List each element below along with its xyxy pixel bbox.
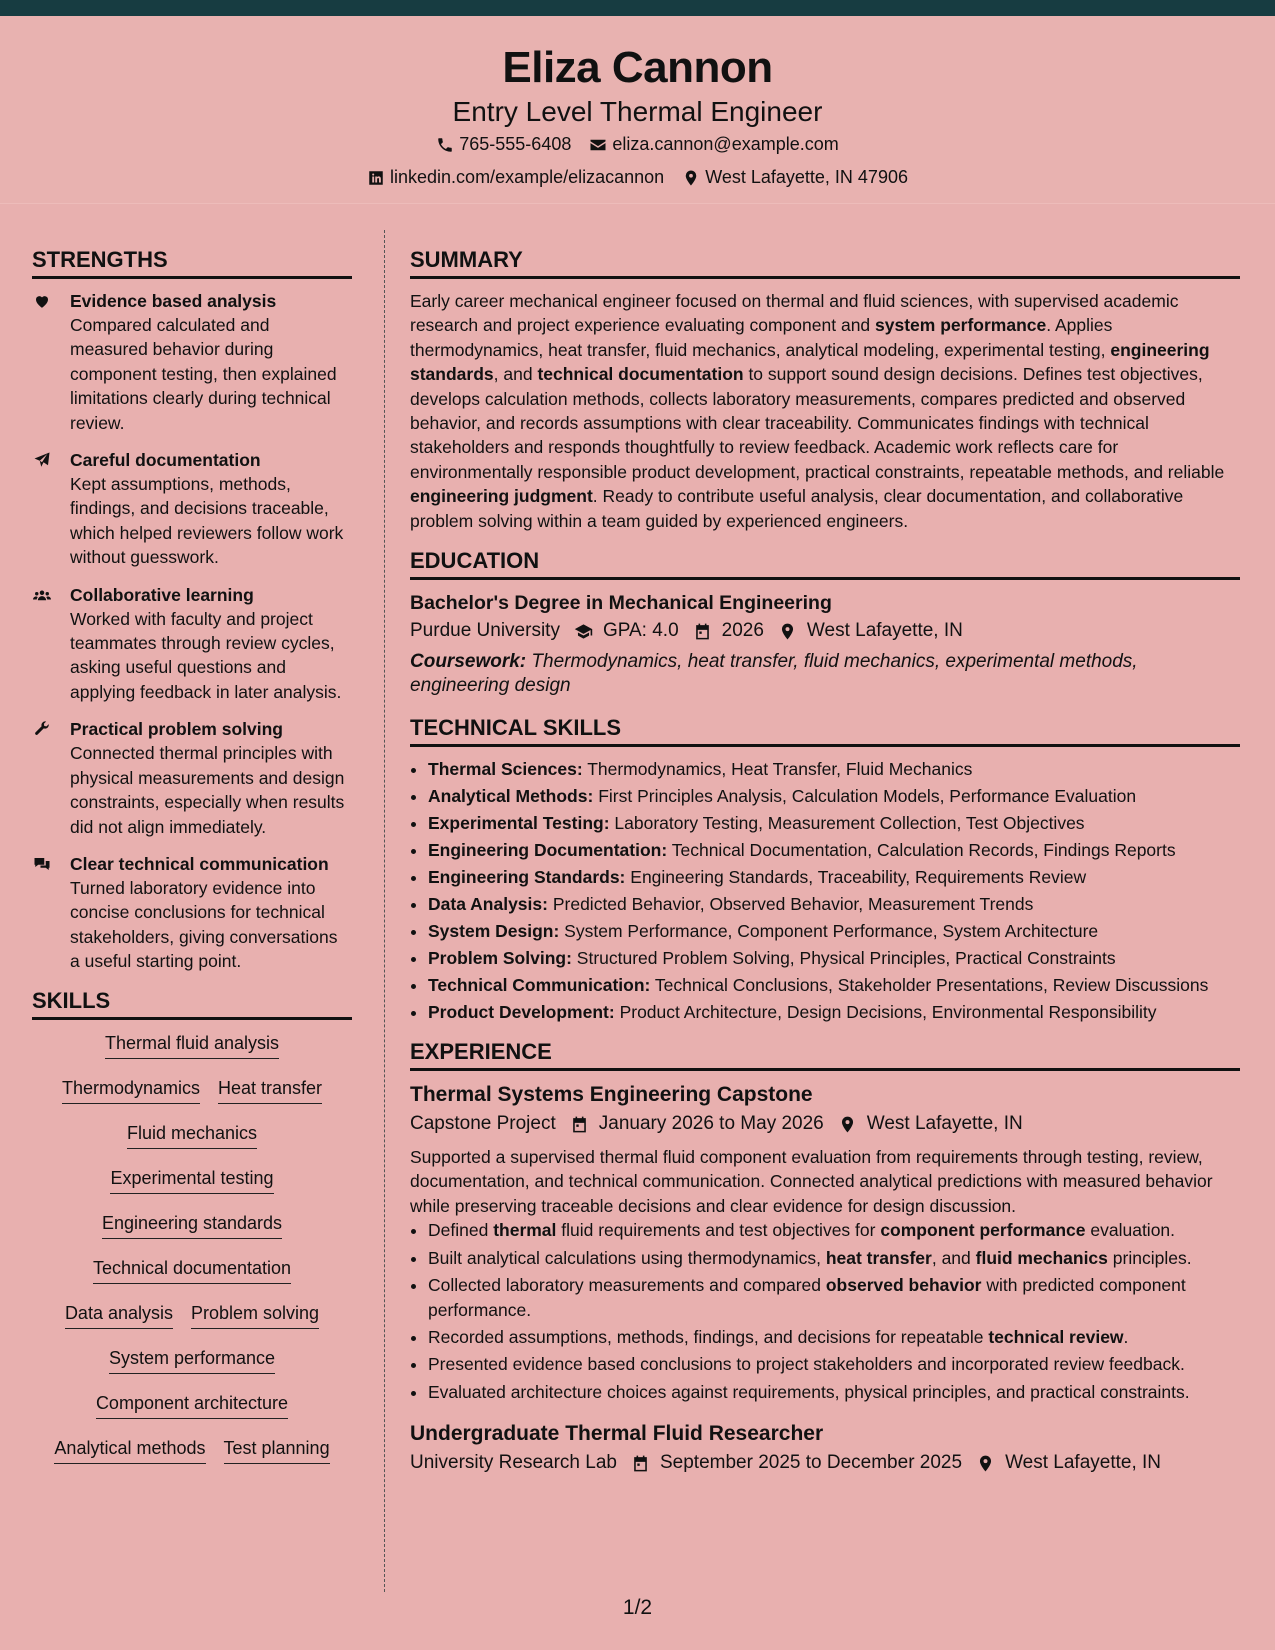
job-meta xyxy=(410,1448,1240,1478)
education-heading: EDUCATION xyxy=(410,547,1240,580)
technical-skill-item xyxy=(428,757,1240,781)
job-bullets xyxy=(410,1218,1240,1404)
emphasis-text: component performance xyxy=(880,1220,1086,1241)
text-segment: with predicted component performance. xyxy=(428,1275,1186,1320)
technical-skills-list xyxy=(410,757,1240,1024)
strength-body xyxy=(70,448,352,570)
coursework-text: Thermodynamics, heat transfer, fluid mechanics, experimental methods, engineering design xyxy=(410,651,1138,697)
calendar-icon xyxy=(693,622,712,641)
top-accent-bar xyxy=(0,0,1275,16)
skill-row xyxy=(127,1122,257,1167)
text-segment: to support sound design decisions. Defines test objectives, develops calculation methods, collects laboratory measurements, compares predicted and observed behavior, and records assumptions with clear traceability. Communicates findings with technical stakeholders and responds thoughtfully to review feedback. Academic work reflects care for environmentally responsible product development, practical constraints, repeatable methods, and reliable xyxy=(410,364,1225,482)
experience-heading: EXPERIENCE xyxy=(410,1038,1240,1071)
skill-category: Analytical Methods: xyxy=(428,786,594,807)
strength-item xyxy=(32,852,352,974)
resume-header xyxy=(0,16,1275,204)
job-description: Supported a supervised thermal fluid component evaluation from requirements through testing, review, documentation, and technical communication. Connected analytical predictions with measured behavior while preserving traceable decisions and clear evidence for design discussion. xyxy=(410,1147,1213,1216)
skill-tag: Analytical methods xyxy=(54,1437,205,1464)
strength-description: Connected thermal principles with physical measurements and design constraints, especially when results did not align immediately. xyxy=(70,743,345,837)
skill-values: Structured Problem Solving, Physical Principles, Practical Constraints xyxy=(576,948,1116,969)
column-divider xyxy=(384,230,385,1592)
school-location: West Lafayette, IN xyxy=(806,620,963,642)
linkedin-text: linkedin.com/example/elizacannon xyxy=(390,167,665,187)
phone-contact[interactable] xyxy=(436,134,571,155)
text-segment: Evaluated architecture choices against requirements, physical principles, and practical constraints. xyxy=(428,1381,1190,1402)
technical-skill-item xyxy=(428,811,1240,835)
skill-tag: Engineering standards xyxy=(102,1212,282,1239)
skill-category: Product Development: xyxy=(428,1002,615,1023)
gpa-text: GPA: 4.0 xyxy=(602,620,679,642)
strength-description: Turned laboratory evidence into concise conclusions for technical stakeholders, giving conversations a useful starting point. xyxy=(70,877,338,972)
skill-tag: Experimental testing xyxy=(110,1167,273,1194)
experience-entry xyxy=(410,1420,1240,1478)
text-segment: fluid requirements and test objectives for xyxy=(556,1220,881,1241)
text-segment: Collected laboratory measurements and compared xyxy=(428,1275,826,1296)
candidate-title: Entry Level Thermal Engineer xyxy=(452,96,823,127)
strength-title: Evidence based analysis xyxy=(70,291,277,311)
strength-title: Careful documentation xyxy=(70,450,261,471)
skill-tag: Fluid mechanics xyxy=(127,1122,257,1149)
phone-text: 765-555-6408 xyxy=(459,134,572,154)
text-segment: Built analytical calculations using thermodynamics, xyxy=(428,1247,826,1268)
location-contact xyxy=(682,167,908,188)
emphasis-text: technical review xyxy=(988,1326,1124,1347)
technical-skills-heading: TECHNICAL SKILLS xyxy=(410,714,1240,747)
skills-heading: SKILLS xyxy=(32,987,352,1020)
left-column xyxy=(32,246,352,1482)
job-bullet xyxy=(428,1246,1240,1270)
technical-skill-item xyxy=(428,946,1240,970)
experience-entry xyxy=(410,1081,1240,1404)
technical-skill-item xyxy=(428,1000,1240,1024)
skill-row xyxy=(102,1212,282,1257)
calendar-icon xyxy=(570,1115,589,1134)
skill-category: Engineering Standards: xyxy=(428,867,626,888)
map-pin-icon xyxy=(682,169,700,187)
strength-icon-wrap xyxy=(32,289,70,435)
skill-tag: Heat transfer xyxy=(218,1077,322,1104)
calendar-icon xyxy=(631,1454,650,1473)
skill-values: System Performance, Component Performance, System Architecture xyxy=(564,921,1099,942)
contact-row-1 xyxy=(0,134,1275,155)
strength-item xyxy=(32,289,352,435)
job-dates: January 2026 to May 2026 xyxy=(598,1113,824,1135)
skill-category: Engineering Documentation: xyxy=(428,840,668,861)
text-segment: , and xyxy=(931,1247,976,1268)
contact-row-2 xyxy=(0,167,1275,188)
skill-values: Thermodynamics, Heat Transfer, Fluid Mechanics xyxy=(587,759,973,780)
emphasis-text: engineering standards xyxy=(410,339,1210,385)
comments-icon xyxy=(32,855,52,873)
job-role: Undergraduate Thermal Fluid Researcher xyxy=(410,1422,824,1446)
text-segment: . xyxy=(1123,1326,1129,1347)
skill-row xyxy=(109,1347,275,1392)
emphasis-text: engineering judgment xyxy=(410,486,593,507)
emphasis-text: technical documentation xyxy=(537,364,744,385)
technical-skill-item xyxy=(428,973,1240,997)
strength-body xyxy=(70,717,352,839)
skill-values: Technical Documentation, Calculation Records, Findings Reports xyxy=(671,840,1176,861)
email-text: eliza.cannon@example.com xyxy=(612,134,839,154)
skill-values: Product Architecture, Design Decisions, Environmental Responsibility xyxy=(619,1002,1157,1023)
candidate-name: Eliza Cannon xyxy=(502,43,773,92)
technical-skill-item xyxy=(428,865,1240,889)
strength-icon-wrap xyxy=(32,448,70,570)
text-segment: Early career mechanical engineer focused on thermal and fluid sciences, with supervised academic research and project experience evaluating component and xyxy=(410,291,1179,336)
skill-category: Thermal Sciences: xyxy=(428,759,583,780)
map-pin-icon xyxy=(976,1454,995,1473)
page-number: 1/2 xyxy=(622,1596,653,1619)
job-org: Capstone Project xyxy=(410,1113,556,1135)
job-role: Thermal Systems Engineering Capstone xyxy=(410,1083,813,1107)
skill-tag: Test planning xyxy=(224,1437,330,1464)
job-bullet xyxy=(428,1352,1240,1376)
strengths-heading: STRENGTHS xyxy=(32,246,352,279)
heart-icon xyxy=(32,292,52,310)
skill-tag: Problem solving xyxy=(191,1302,319,1329)
strength-item xyxy=(32,583,352,705)
skill-category: Technical Communication: xyxy=(428,975,651,996)
degree-title: Bachelor's Degree in Mechanical Engineering xyxy=(410,592,832,615)
paper-plane-icon xyxy=(32,451,52,469)
job-location: West Lafayette, IN xyxy=(1005,1452,1162,1474)
technical-skill-item xyxy=(428,784,1240,808)
text-segment: Presented evidence based conclusions to project stakeholders and incorporated review feedback. xyxy=(428,1354,1185,1375)
skill-tag: System performance xyxy=(109,1347,275,1374)
skill-tag: Data analysis xyxy=(65,1302,173,1329)
map-pin-icon xyxy=(778,622,797,641)
education-meta xyxy=(410,616,1240,646)
job-location: West Lafayette, IN xyxy=(866,1113,1023,1135)
strength-icon-wrap xyxy=(32,852,70,974)
phone-icon xyxy=(436,136,454,154)
text-segment: Recorded assumptions, methods, findings, and decisions for repeatable xyxy=(428,1326,989,1347)
strength-description: Compared calculated and measured behavior during component testing, then explained limitations clearly during technical review. xyxy=(70,315,337,433)
location-text: West Lafayette, IN 47906 xyxy=(705,167,908,187)
skill-row xyxy=(105,1032,279,1077)
text-segment: Defined xyxy=(428,1220,494,1241)
technical-skill-item xyxy=(428,838,1240,862)
skill-category: Problem Solving: xyxy=(428,948,572,969)
skill-row xyxy=(54,1437,329,1482)
map-pin-icon xyxy=(838,1115,857,1134)
skills-list xyxy=(32,1032,352,1482)
linkedin-icon xyxy=(367,169,385,187)
skill-row xyxy=(65,1302,319,1347)
strength-title: Clear technical communication xyxy=(70,853,329,874)
coursework-label: Coursework: xyxy=(410,651,527,673)
summary-heading: SUMMARY xyxy=(410,246,1240,279)
text-segment: . Ready to contribute useful analysis, clear documentation, and collaborative problem solving within a team guided by experienced engineers. xyxy=(410,486,1184,531)
job-org: University Research Lab xyxy=(410,1452,617,1474)
skill-row xyxy=(62,1077,322,1122)
job-dates: September 2025 to December 2025 xyxy=(659,1452,963,1474)
strength-body xyxy=(70,289,352,435)
envelope-icon xyxy=(589,136,607,154)
skill-tag: Thermal fluid analysis xyxy=(105,1032,279,1059)
technical-skill-item xyxy=(428,892,1240,916)
emphasis-text: thermal xyxy=(493,1220,557,1241)
school-name: Purdue University xyxy=(410,620,560,642)
skill-values: Predicted Behavior, Observed Behavior, Measurement Trends xyxy=(552,894,1034,915)
strength-icon-wrap xyxy=(32,717,70,839)
email-contact[interactable] xyxy=(589,134,838,155)
strength-title: Collaborative learning xyxy=(70,584,254,605)
strength-item xyxy=(32,717,352,839)
skill-row xyxy=(110,1167,273,1212)
skill-tag: Thermodynamics xyxy=(62,1077,200,1104)
emphasis-text: observed behavior xyxy=(825,1275,982,1296)
text-segment: . Applies thermodynamics, heat transfer, fluid mechanics, analytical modeling, experimental testing, xyxy=(410,315,1113,360)
skill-category: System Design: xyxy=(428,921,560,942)
text-segment: principles. xyxy=(1107,1247,1192,1268)
strength-body xyxy=(70,583,352,705)
summary-text xyxy=(410,289,1240,533)
graduation-cap-icon xyxy=(574,622,593,641)
skill-row xyxy=(96,1392,288,1437)
skill-values: First Principles Analysis, Calculation Models, Performance Evaluation xyxy=(598,786,1137,807)
strength-item xyxy=(32,448,352,570)
job-bullet xyxy=(428,1380,1240,1404)
strength-description: Kept assumptions, methods, findings, and decisions traceable, which helped reviewers follow work without guesswork. xyxy=(70,474,344,568)
graduation-year: 2026 xyxy=(721,620,764,642)
emphasis-text: fluid mechanics xyxy=(975,1247,1108,1268)
text-segment: , and xyxy=(493,364,538,385)
skill-row xyxy=(93,1257,291,1302)
emphasis-text: heat transfer xyxy=(825,1247,932,1268)
skill-values: Engineering Standards, Traceability, Requirements Review xyxy=(630,867,1087,888)
emphasis-text: system performance xyxy=(875,315,1047,336)
skill-category: Data Analysis: xyxy=(428,894,548,915)
job-bullet xyxy=(428,1325,1240,1349)
coursework xyxy=(410,650,1240,698)
skill-tag: Component architecture xyxy=(96,1392,288,1419)
strength-description: Worked with faculty and project teammates through review cycles, asking useful questions and applying feedback in later analysis. xyxy=(70,608,342,702)
job-meta xyxy=(410,1109,1240,1139)
strength-icon-wrap xyxy=(32,583,70,705)
wrench-icon xyxy=(32,720,52,738)
job-bullet xyxy=(428,1218,1240,1242)
strength-body xyxy=(70,852,352,974)
strength-title: Practical problem solving xyxy=(70,719,283,740)
strengths-list xyxy=(32,289,352,974)
skill-values: Technical Conclusions, Stakeholder Presentations, Review Discussions xyxy=(654,975,1209,996)
linkedin-contact[interactable] xyxy=(367,167,664,188)
skill-category: Experimental Testing: xyxy=(428,813,610,834)
users-icon xyxy=(32,586,52,604)
technical-skill-item xyxy=(428,919,1240,943)
skill-values: Laboratory Testing, Measurement Collection, Test Objectives xyxy=(614,813,1085,834)
skill-tag: Technical documentation xyxy=(93,1257,291,1284)
right-column xyxy=(410,246,1240,1478)
text-segment: evaluation. xyxy=(1085,1220,1176,1241)
job-bullet xyxy=(428,1273,1240,1322)
